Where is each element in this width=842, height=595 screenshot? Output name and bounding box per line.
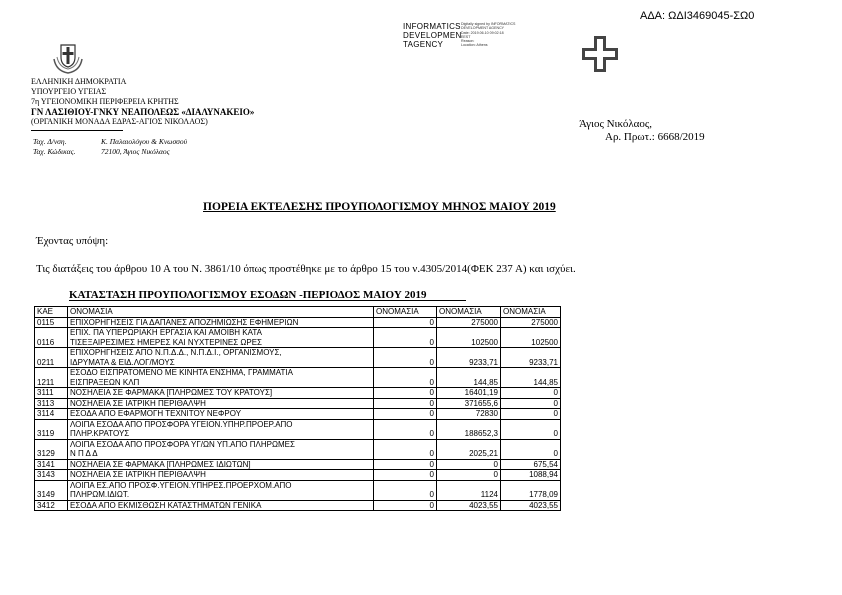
table-row	[35, 459, 561, 470]
row-value-1: 0	[374, 419, 437, 439]
row-kae: 3113	[35, 398, 68, 409]
table-title-underline	[69, 300, 466, 301]
row-value-3: 9233,71	[501, 348, 561, 368]
row-value-2: 0	[437, 470, 501, 481]
row-name-line: ΠΛΗΡΩΜ.ΙΔΙΩΤ.	[70, 490, 130, 499]
row-value-2: 188652,3	[437, 419, 501, 439]
header-col-3: ΟΝΟΜΑΣΙΑ	[437, 307, 501, 318]
row-value-1: 0	[374, 348, 437, 368]
ida-line: TAGENCY	[403, 40, 444, 49]
ida-signature-name	[403, 22, 462, 49]
table-row	[35, 317, 561, 328]
row-value-3: 0	[501, 409, 561, 420]
header-col-4: ΟΝΟΜΑΣΙΑ	[501, 307, 561, 318]
row-value-1: 0	[374, 470, 437, 481]
row-name-line: ΠΛΗΡ.ΚΡΑΤΟΥΣ	[70, 429, 130, 438]
row-kae: 1211	[35, 368, 68, 388]
row-kae: 3129	[35, 439, 68, 459]
signature-line: DEVELOPMENT AGENCY	[461, 26, 505, 31]
org-line: ΥΠΟΥΡΓΕΙΟ ΥΓΕΙΑΣ	[31, 87, 107, 96]
row-name	[68, 368, 374, 388]
table-row	[35, 470, 561, 481]
row-name-line: ΕΠΙΧΟΡΗΓΗΣΕΙΣ ΑΠΟ Ν.Π.Δ.Δ., Ν.Π.Δ.Ι., ΟΡΓΑΝΙΣΜΟΥΣ,	[70, 348, 282, 357]
row-name-line: ΛΟΙΠΑ ΕΣΟΔΑ ΑΠΟ ΠΡΟΣΦΟΡΑ ΥΓ/ΩΝ ΥΠ.ΑΠΟ ΠΛΗΡΩΜΕΣ	[70, 439, 295, 449]
row-name	[68, 480, 374, 500]
row-name-line: Ν Π Δ Δ	[70, 449, 98, 458]
row-value-2: 144,85	[437, 368, 501, 388]
contact-label: Ταχ. Δ/νση.	[33, 137, 67, 146]
place: Άγιος Νικόλαος,	[579, 118, 653, 130]
row-name-line: ΕΙΣΠΡΑΞΕΩΝ ΚΛΠ	[70, 377, 140, 387]
table-row	[35, 419, 561, 439]
row-kae: 3149	[35, 480, 68, 500]
row-value-1: 0	[374, 388, 437, 399]
row-value-2: 1124	[437, 480, 501, 500]
ida-line: INFORMATICS	[403, 22, 461, 31]
signature-line: Location: Athens	[461, 43, 488, 48]
paragraph-considering: Έχοντας υπόψη:	[36, 235, 109, 247]
row-value-1: 0	[374, 500, 437, 511]
row-value-3: 1088,94	[501, 470, 561, 481]
row-name-line: ΝΟΣΗΛΕΙΑ ΣΕ ΙΑΤΡΙΚΗ ΠΕΡΙΘΑΛΨΗ	[70, 470, 206, 479]
contact-row	[33, 137, 187, 147]
row-kae: 0211	[35, 348, 68, 368]
signature-line: Date: 2019.06.10 09:02:18	[461, 30, 504, 35]
row-value-2: 0	[437, 459, 501, 470]
row-kae: 3119	[35, 419, 68, 439]
row-value-2: 72830	[437, 409, 501, 420]
row-name	[68, 500, 374, 511]
org-line: ΕΛΛΗΝΙΚΗ ΔΗΜΟΚΡΑΤΙΑ	[31, 77, 127, 86]
table-row	[35, 388, 561, 399]
table-header-row	[35, 307, 561, 318]
contact-value: 72100, Άγιος Νικόλαος	[101, 147, 170, 156]
row-value-2: 16401,19	[437, 388, 501, 399]
row-value-3: 275000	[501, 317, 561, 328]
table-row	[35, 500, 561, 511]
row-kae: 0115	[35, 317, 68, 328]
row-name-line: ΙΔΡΥΜΑΤΑ & ΕΙΔ.ΛΟΓ/ΜΟΥΣ	[70, 357, 175, 367]
table-title: ΚΑΤΑΣΤΑΣΗ ΠΡΟΥΠΟΛΟΓΙΣΜΟΥ ΕΣΟΔΩΝ -ΠΕΡΙΟΔΟΣ ΜΑΙΟΥ 2019	[69, 289, 427, 301]
table-row	[35, 368, 561, 388]
protocol-number: Αρ. Πρωτ.: 6668/2019	[605, 131, 705, 143]
row-value-3: 0	[501, 419, 561, 439]
row-value-3: 0	[501, 439, 561, 459]
row-value-2: 102500	[437, 328, 501, 348]
header-kae: ΚΑΕ	[35, 307, 68, 318]
row-kae: 0116	[35, 328, 68, 348]
row-name	[68, 388, 374, 399]
table-row	[35, 480, 561, 500]
contact-value: Κ. Παλαιολόγου & Κνωσσού	[101, 137, 188, 146]
table-row	[35, 328, 561, 348]
row-value-1: 0	[374, 368, 437, 388]
org-unit: (ΟΡΓΑΝΙΚΗ ΜΟΝΑΔΑ ΕΔΡΑΣ-ΑΓΙΟΣ ΝΙΚΟΛΑΟΣ)	[31, 117, 208, 126]
table-row	[35, 348, 561, 368]
org-divider	[31, 130, 123, 131]
row-name-line: ΕΣΟΔΑ ΑΠΟ ΕΦΑΡΜΟΓΗ ΤΕΧΝΙΤΟΥ ΝΕΦΡΟΥ	[70, 409, 242, 418]
row-name	[68, 328, 374, 348]
row-value-1: 0	[374, 409, 437, 420]
contact-row	[33, 147, 187, 157]
row-name-line: ΕΣΟΔΟ ΕΙΣΠΡΑΤΟΜΕΝΟ ΜΕ ΚΙΝΗΤΑ ΕΝΣΗΜΑ, ΓΡΑΜΜΑΤΙΑ	[70, 368, 293, 377]
row-kae: 3143	[35, 470, 68, 481]
row-value-3: 675,54	[501, 459, 561, 470]
row-name	[68, 398, 374, 409]
table-row	[35, 439, 561, 459]
row-name-line: ΕΣΟΔΑ ΑΠΟ ΕΚΜΙΣΘΩΣΗ ΚΑΤΑΣΤΗΜΑΤΩΝ ΓΕΝΙΚΑ	[70, 500, 262, 510]
org-line: 7η ΥΓΕΙΟΝΟΜΙΚΗ ΠΕΡΙΦΕΡΕΙΑ ΚΡΗΤΗΣ	[31, 97, 179, 106]
contact-label: Ταχ. Κώδικας.	[33, 147, 76, 156]
digital-signature-details	[461, 22, 515, 48]
row-value-1: 0	[374, 459, 437, 470]
paragraph-provisions: Τις διατάξεις του άρθρου 10 Α του Ν. 3861/10 όπως προστέθηκε με το άρθρο 15 του ν.4305/2014(ΦΕΚ 237 Α) και ισχύει.	[36, 263, 576, 275]
row-kae: 3111	[35, 388, 68, 399]
row-name	[68, 439, 374, 459]
ada-code: ΑΔΑ: ΩΔΙ3469045-ΣΩ0	[640, 10, 755, 22]
row-name	[68, 419, 374, 439]
row-name-line: ΝΟΣΗΛΕΙΑ ΣΕ ΦΑΡΜΑΚΑ [ΠΛΗΡΩΜΕΣ ΙΔΙΩΤΩΝ]	[70, 459, 251, 469]
row-value-3: 4023,55	[501, 500, 561, 511]
row-value-1: 0	[374, 398, 437, 409]
row-value-3: 0	[501, 388, 561, 399]
organization-block	[31, 77, 254, 127]
row-value-2: 9233,71	[437, 348, 501, 368]
row-name-line: ΤΙΣΕΞΑΙΡΕΣΙΜΕΣ ΗΜΕΡΕΣ ΚΑΙ ΝΥΧΤΕΡΙΝΕΣ ΩΡΕΣ	[70, 337, 262, 347]
signature-line: Reason:	[461, 39, 475, 44]
row-name	[68, 470, 374, 481]
row-name	[68, 317, 374, 328]
table-row	[35, 398, 561, 409]
row-name-line: ΕΠΙΧ. ΠΑ ΥΠΕΡΩΡΙΑΚΗ ΕΡΓΑΣΙΑ ΚΑΙ ΑΜΟΙΒΗ ΚΑΤΑ	[70, 328, 262, 337]
header-col-2: ΟΝΟΜΑΣΙΑ	[374, 307, 437, 318]
row-kae: 3114	[35, 409, 68, 420]
row-value-3: 0	[501, 398, 561, 409]
hospital-cross-logo	[582, 36, 618, 77]
row-value-3: 1778,09	[501, 480, 561, 500]
greek-emblem-icon	[50, 39, 86, 80]
row-name-line: ΛΟΙΠΑ ΕΣ.ΑΠΟ ΠΡΟΣΦ.ΥΓΕΙΟΝ.ΥΠΗΡΕΣ.ΠΡΟΕΡΧΟΜ.ΑΠΟ	[70, 480, 292, 490]
contact-block	[33, 137, 187, 157]
row-value-1: 0	[374, 317, 437, 328]
table-row	[35, 409, 561, 420]
row-name-line: ΕΠΙΧΟΡΗΓΗΣΕΙΣ ΓΙΑ ΔΑΠΑΝΕΣ ΑΠΟΖΗΜΙΩΣΗΣ ΕΦΗΜΕΡΙΩΝ	[70, 317, 299, 327]
row-value-2: 371655,6	[437, 398, 501, 409]
document-title: ΠΟΡΕΙΑ ΕΚΤΕΛΕΣΗΣ ΠΡΟΥΠΟΛΟΓΙΣΜΟΥ ΜΗΝΟΣ ΜΑΙΟΥ 2019	[203, 201, 556, 213]
ida-line: DEVELOPMEN	[403, 31, 462, 40]
row-value-2: 4023,55	[437, 500, 501, 511]
row-kae: 3412	[35, 500, 68, 511]
row-value-1: 0	[374, 328, 437, 348]
row-value-3: 144,85	[501, 368, 561, 388]
header-name: ΟΝΟΜΑΣΙΑ	[68, 307, 374, 318]
signature-line: Digitally signed by INFORMATICS	[461, 22, 516, 26]
row-name	[68, 409, 374, 420]
hospital-name: ΓΝ ΛΑΣΙΘΙΟΥ-ΓΝΚΥ ΝΕΑΠΟΛΕΩΣ «ΔΙΑΛΥΝΑΚΕΙΟ»	[31, 107, 255, 117]
row-value-2: 2025,21	[437, 439, 501, 459]
row-name	[68, 348, 374, 368]
row-name	[68, 459, 374, 470]
row-value-1: 0	[374, 480, 437, 500]
budget-table	[34, 306, 561, 511]
row-value-2: 275000	[437, 317, 501, 328]
row-value-1: 0	[374, 439, 437, 459]
row-kae: 3141	[35, 459, 68, 470]
row-value-3: 102500	[501, 328, 561, 348]
row-name-line: ΛΟΙΠΑ ΕΣΟΔΑ ΑΠΟ ΠΡΟΣΦΟΡΑ ΥΓΕΙΟΝ.ΥΠΗΡ.ΠΡΟΕΡ.ΑΠΟ	[70, 419, 293, 429]
signature-line: EEST	[461, 34, 471, 39]
row-name-line: ΝΟΣΗΛΕΙΑ ΣΕ ΦΑΡΜΑΚΑ [ΠΛΗΡΩΜΕΣ ΤΟΥ ΚΡΑΤΟΥΣ]	[70, 388, 273, 397]
row-name-line: ΝΟΣΗΛΕΙΑ ΣΕ ΙΑΤΡΙΚΗ ΠΕΡΙΘΑΛΨΗ	[70, 398, 206, 408]
